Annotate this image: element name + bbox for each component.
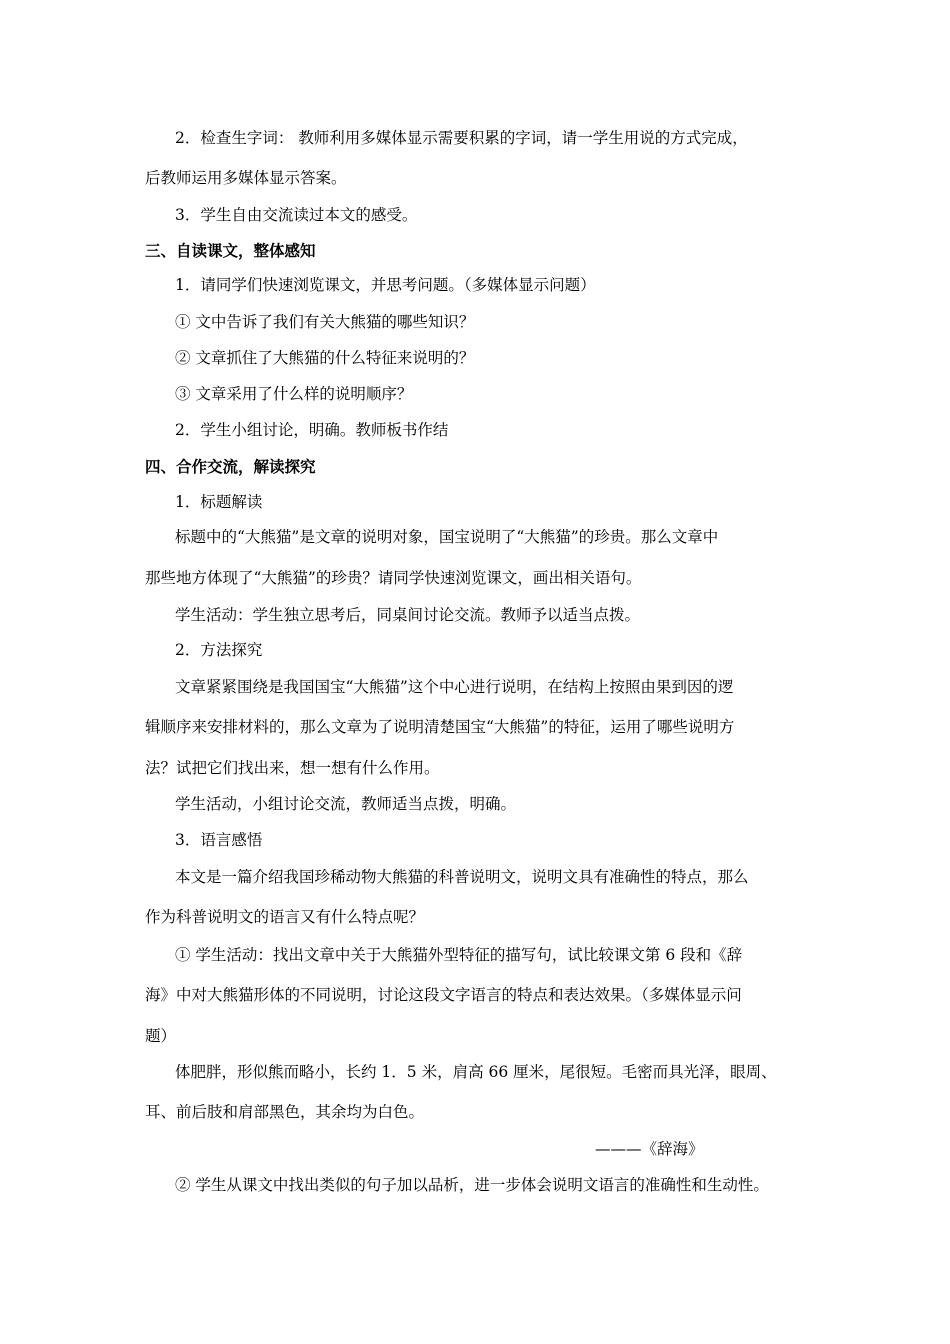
quotation-source: ———《辞海》 (595, 1140, 704, 1158)
subheading: 1．标题解读 (175, 493, 263, 511)
question-item: ③ 文章采用了什么样的说明顺序？ (175, 385, 413, 403)
paragraph-line: 后教师运用多媒体显示答案。 (145, 169, 347, 187)
question-item: ② 文章抓住了大熊猫的什么特征来说明的？ (175, 349, 475, 367)
paragraph-line: 2．学生小组讨论，明确。教师板书作结 (175, 421, 449, 439)
quotation-line: 耳、前后肢和肩部黑色，其余均为白色。 (145, 1103, 425, 1121)
quotation-line: 体肥胖，形似熊而略小，长约 1．5 米，肩高 66 厘米，尾很短。毛密而具光泽，眼周、 (175, 1063, 777, 1081)
paragraph-line: 3．学生自由交流读过本文的感受。 (175, 206, 418, 224)
paragraph-line: 2．检查生字词： 教师利用多媒体显示需要积累的字词，请一学生用说的方式完成， (175, 129, 748, 147)
paragraph-line: 作为科普说明文的语言又有什么特点呢？ (145, 908, 425, 926)
paragraph-line: 学生活动，小组讨论交流，教师适当点拨，明确。 (175, 795, 517, 813)
paragraph-line: ① 学生活动：找出文章中关于大熊猫外型特征的描写句，试比较课文第 6 段和《辞 (175, 946, 743, 964)
paragraph-line: 那些地方体现了“大熊猫”的珍贵？请同学快速浏览课文，画出相关语句。 (145, 569, 642, 587)
paragraph-line: 法？试把它们找出来，想一想有什么作用。 (145, 759, 440, 777)
question-item: ① 文中告诉了我们有关大熊猫的哪些知识？ (175, 313, 475, 331)
paragraph-line: 题） (145, 1027, 177, 1045)
paragraph-line: 海》中对大熊猫形体的不同说明，讨论这段文字语言的特点和表达效果。（多媒体显示问 (145, 986, 742, 1004)
subheading: 2．方法探究 (175, 641, 263, 659)
paragraph-line: 标题中的“大熊猫”是文章的说明对象，国宝说明了“大熊猫”的珍贵。那么文章中 (175, 528, 719, 546)
paragraph-line: 文章紧紧围绕是我国国宝“大熊猫”这个中心进行说明，在结构上按照由果到因的逻 (175, 678, 734, 696)
subheading: 3．语言感悟 (175, 831, 263, 849)
paragraph-line: 1．请同学们快速浏览课文，并思考问题。（多媒体显示问题） (175, 276, 596, 294)
section-heading: 三、自读课文，整体感知 (145, 241, 316, 260)
paragraph-line: 学生活动：学生独立思考后，同桌间讨论交流。教师予以适当点拨。 (175, 606, 641, 624)
paragraph-line: 本文是一篇介绍我国珍稀动物大熊猫的科普说明文，说明文具有准确性的特点，那么 (175, 868, 749, 886)
section-heading: 四、合作交流，解读探究 (145, 457, 316, 476)
paragraph-line: ② 学生从课文中找出类似的句子加以品析，进一步体会说明文语言的准确性和生动性。 (175, 1176, 769, 1194)
paragraph-line: 辑顺序来安排材料的，那么文章为了说明清楚国宝“大熊猫”的特征，运用了哪些说明方 (145, 718, 735, 736)
